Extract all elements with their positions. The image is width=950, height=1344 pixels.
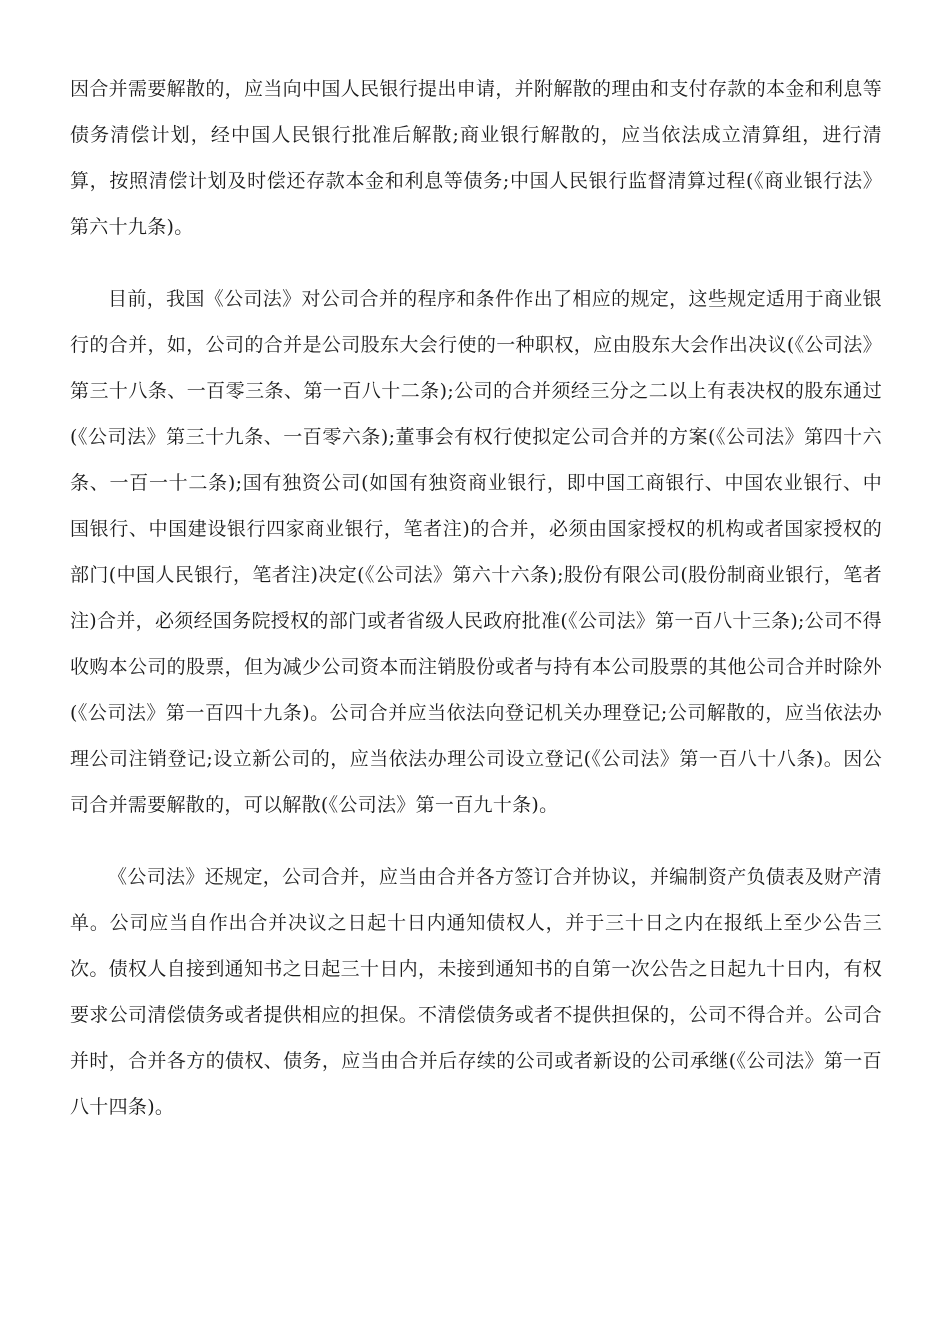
paragraph-merger-agreement-creditors: 《公司法》还规定，公司合并，应当由合并各方签订合并协议，并编制资产负债表及财产清单。公司应当自作出合并决议之日起十日内通知债权人，并于三十日之内在报纸上至少公告三次。债权人自接到通知书之日起三十日内，未接到通知书的自第一次公告之日起九十日内，有权要求公司清偿债务或者提供相应的担保。不清偿债务或者不提供担保的，公司不得合并。公司合并时，合并各方的债权、债务，应当由合并后存续的公司或者新设的公司承继(《公司法》第一百八十四条)。 bbox=[70, 866, 882, 1118]
document-body bbox=[70, 66, 882, 1156]
paragraph-dissolution-continuation: 因合并需要解散的，应当向中国人民银行提出申请，并附解散的理由和支付存款的本金和利息等债务清偿计划，经中国人民银行批准后解散;商业银行解散的，应当依法成立清算组，进行清算，按照清偿计划及时偿还存款本金和利息等债务;中国人民银行监督清算过程(《商业银行法》第六十九条)。 bbox=[70, 78, 882, 238]
paragraph-company-law-merger-procedures: 目前，我国《公司法》对公司合并的程序和条件作出了相应的规定，这些规定适用于商业银行的合并，如，公司的合并是公司股东大会行使的一种职权，应由股东大会作出决议(《公司法》第三十八条、一百零三条、第一百八十二条);公司的合并须经三分之二以上有表决权的股东通过(《公司法》第三十九条、一百零六条);董事会有权行使拟定公司合并的方案(《公司法》第四十六条、一百一十二条);国有独资公司(如国有独资商业银行，即中国工商银行、中国农业银行、中国银行、中国建设银行四家商业银行，笔者注)的合并，必须由国家授权的机构或者国家授权的部门(中国人民银行，笔者注)决定(《公司法》第六十六条);股份有限公司(股份制商业银行，笔者注)合并，必须经国务院授权的部门或者省级人民政府批准(《公司法》第一百八十三条);公司不得收购本公司的股票，但为减少公司资本而注销股份或者与持有本公司股票的其他公司合并时除外(《公司法》第一百四十九条)。公司合并应当依法向登记机关办理登记;公司解散的，应当依法办理公司注销登记;设立新公司的，应当依法办理公司设立登记(《公司法》第一百八十八条)。因公司合并需要解散的，可以解散(《公司法》第一百九十条)。 bbox=[70, 288, 882, 816]
